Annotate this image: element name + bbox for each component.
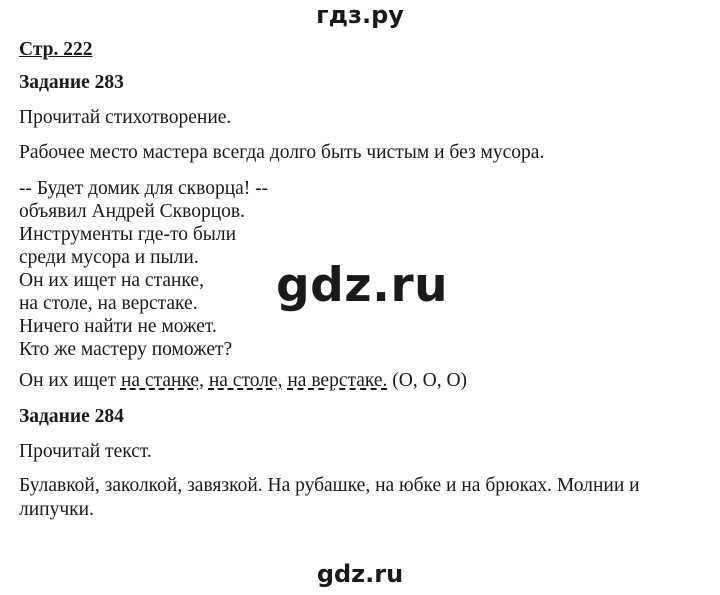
task-284-text: Булавкой, заколкой, завязкой. На рубашке, на юбке и на брюках. Молнии и липучки. xyxy=(19,475,640,520)
analysis-underlined-part: на верстаке. xyxy=(287,370,388,391)
task-284-instruction: Прочитай текст. xyxy=(19,441,152,462)
task-284-title: Задание 284 xyxy=(19,406,124,427)
poem-line: Кто же мастеру поможет? xyxy=(19,339,233,360)
poem-line: Инструменты где-то были xyxy=(19,224,237,245)
analysis-suffix: (О, О, О) xyxy=(392,370,468,391)
task-283-sentence: Рабочее место мастера всегда долго быть чистым и без мусора. xyxy=(19,142,545,163)
footer-watermark: gdz.ru xyxy=(316,560,404,588)
poem-line: на столе, на верстаке. xyxy=(19,293,198,314)
analysis-prefix: Он их ищет xyxy=(19,370,121,391)
task-283-analysis xyxy=(19,369,714,405)
analysis-underlined-part: на столе, xyxy=(208,370,283,391)
poem-line: Ничего найти не может. xyxy=(19,316,217,337)
analysis-underlined-part: на станке, xyxy=(120,370,204,391)
watermark-logo: gdz.ru xyxy=(276,258,449,313)
poem-line: среди мусора и пыли. xyxy=(19,247,199,268)
task-283-instruction: Прочитай стихотворение. xyxy=(19,107,232,128)
site-header-title: гдз.ру xyxy=(316,1,404,29)
poem-line: Он их ищет на станке, xyxy=(19,270,204,291)
poem-line: объявил Андрей Скворцов. xyxy=(19,201,245,222)
page-reference: Стр. 222 xyxy=(19,39,93,60)
poem-line: -- Будет домик для скворца! -- xyxy=(19,178,269,199)
task-283-title: Задание 283 xyxy=(19,72,124,93)
